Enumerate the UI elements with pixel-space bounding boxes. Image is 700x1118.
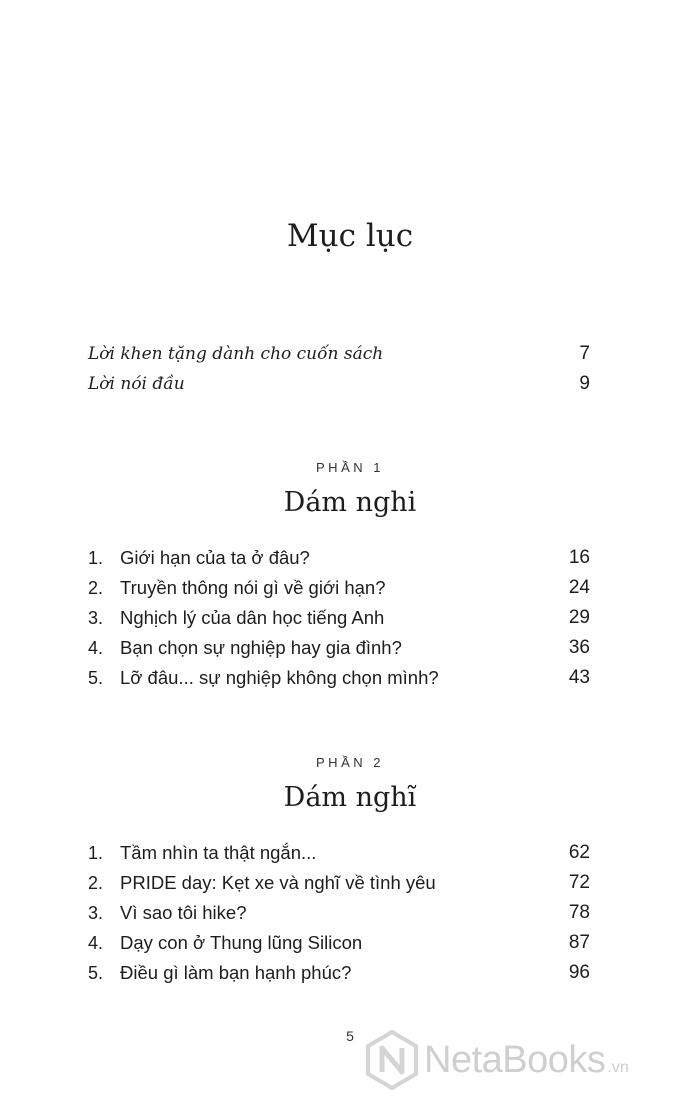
part-label: PHẦN 1 (316, 460, 384, 475)
toc-entry-title: Lời nói đầu (88, 374, 185, 394)
chapter-index: 2. (88, 577, 104, 598)
chapter-index: 5. (88, 667, 104, 688)
toc-entry[interactable] (88, 573, 590, 603)
toc-entry-title: Tầm nhìn ta thật ngắn... (120, 842, 317, 863)
toc-entry[interactable] (88, 663, 590, 693)
watermark-brand: NetaBooks (424, 1038, 606, 1081)
toc-entry[interactable] (88, 369, 590, 399)
toc-entry-title: Nghịch lý của dân học tiếng Anh (120, 607, 385, 628)
toc-entry-page: 43 (568, 667, 590, 688)
toc-entry[interactable] (88, 543, 590, 573)
chapter-index: 1. (88, 842, 104, 863)
netabooks-logo-icon (366, 1030, 418, 1090)
toc-entry-page: 62 (568, 842, 590, 863)
toc-entry-page: 16 (568, 547, 590, 568)
toc-entry-page: 78 (568, 902, 590, 923)
toc-entry-title: Truyền thông nói gì về giới hạn? (120, 577, 386, 598)
toc-entry-title: Điều gì làm bạn hạnh phúc? (120, 962, 352, 983)
toc-entry[interactable] (88, 928, 590, 958)
toc-entry-title: PRIDE day: Kẹt xe và nghĩ về tình yêu (120, 872, 436, 893)
toc-entry[interactable] (88, 958, 590, 988)
chapter-index: 4. (88, 637, 104, 658)
toc-entry[interactable] (88, 838, 590, 868)
toc-entry-page: 72 (568, 872, 590, 893)
watermark (366, 1020, 629, 1100)
toc-entry-page: 7 (579, 343, 590, 364)
toc-entry-page: 24 (568, 577, 590, 598)
part-label: PHẦN 2 (316, 755, 384, 770)
toc-entry-title: Giới hạn của ta ở đâu? (120, 547, 310, 568)
part-title: Dám nghi (283, 487, 417, 518)
toc-entry-title: Vì sao tôi hike? (120, 902, 247, 923)
watermark-suffix: .vn (607, 1059, 629, 1076)
toc-entry[interactable] (88, 868, 590, 898)
toc-entry[interactable] (88, 603, 590, 633)
chapter-index: 3. (88, 902, 104, 923)
toc-entry-page: 96 (568, 962, 590, 983)
toc-entry-page: 29 (568, 607, 590, 628)
toc-entry-title: Bạn chọn sự nghiệp hay gia đình? (120, 637, 402, 658)
chapter-index: 4. (88, 932, 104, 953)
toc-entry-page: 9 (579, 373, 590, 394)
chapter-index: 5. (88, 962, 104, 983)
page-number: 5 (346, 1028, 354, 1044)
toc-entry[interactable] (88, 898, 590, 928)
page-title: Mục lục (286, 218, 414, 254)
chapter-index: 3. (88, 607, 104, 628)
toc-entry-title: Dạy con ở Thung lũng Silicon (120, 932, 363, 953)
toc-entry-title: Lời khen tặng dành cho cuốn sách (88, 344, 384, 364)
toc-entry[interactable] (88, 633, 590, 663)
toc-entry-page: 87 (568, 932, 590, 953)
toc-entry[interactable] (88, 339, 590, 369)
part-title: Dám nghĩ (283, 782, 417, 813)
chapter-index: 1. (88, 547, 104, 568)
toc-entry-page: 36 (568, 637, 590, 658)
toc-entry-title: Lỡ đâu... sự nghiệp không chọn mình? (120, 667, 439, 688)
chapter-index: 2. (88, 872, 104, 893)
